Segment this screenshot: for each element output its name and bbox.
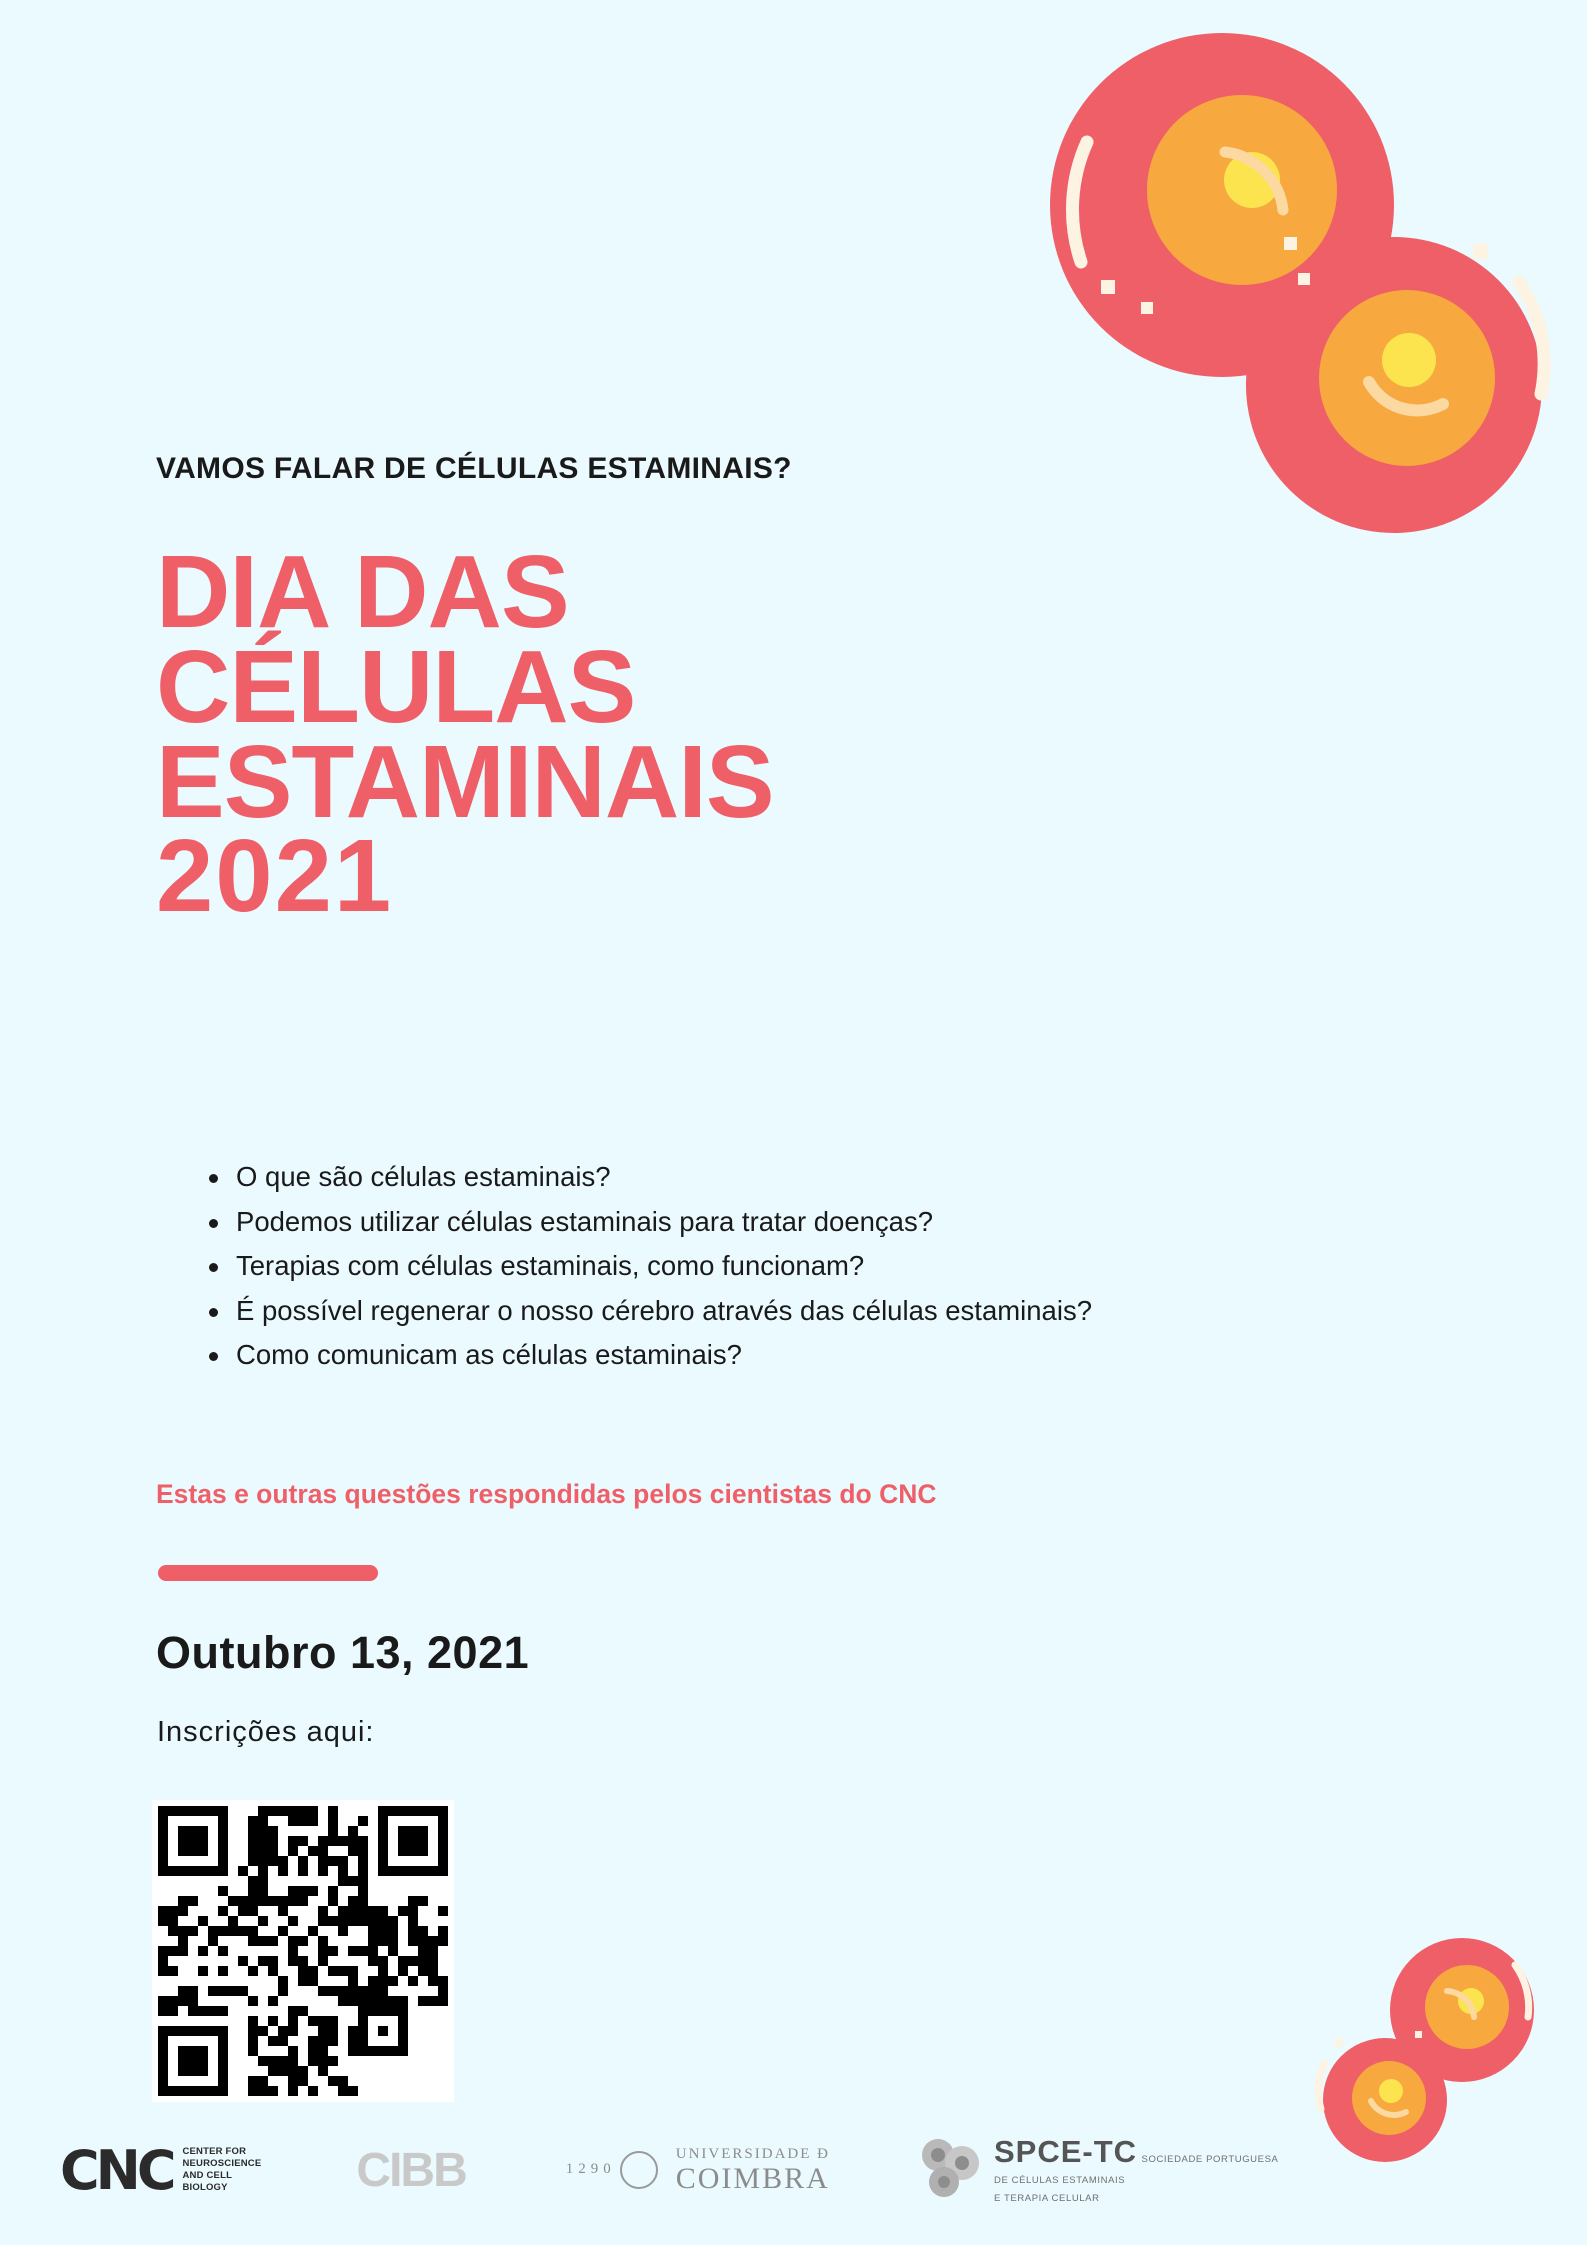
- qr-code[interactable]: [152, 1800, 454, 2102]
- list-item: Como comunicam as células estaminais?: [236, 1333, 1092, 1378]
- logo-cnc: [60, 2139, 261, 2202]
- logo-cibb: CIBB: [356, 2143, 466, 2197]
- list-item: O que são células estaminais?: [236, 1155, 1092, 1200]
- title-line-4: 2021: [156, 818, 394, 934]
- spce-name: SPCE-TC: [993, 2134, 1138, 2169]
- cnc-subtitle: [182, 2146, 261, 2194]
- uc-wordmark: [676, 2146, 830, 2194]
- stem-cell-illustration-top: [1037, 30, 1577, 590]
- logo-universidade-coimbra: [566, 2146, 830, 2194]
- list-item: Terapias com células estaminais, como funcionam?: [236, 1244, 1092, 1289]
- page-title: [156, 534, 1156, 934]
- spce-sub-line-2: DE CÉLULAS ESTAMINAIS: [993, 2175, 1126, 2186]
- title-line-3: ESTAMINAIS: [156, 723, 774, 839]
- highlight-text: Estas e outras questões respondidas pelos cientistas do CNC: [156, 1479, 937, 1509]
- uc-seal-icon: [620, 2151, 658, 2189]
- event-date: Outubro 13, 2021: [156, 1627, 530, 1678]
- question-list: [190, 1155, 1092, 1378]
- cnc-mark: CNC: [60, 2138, 173, 2202]
- uc-year: 1290: [565, 2161, 616, 2178]
- signup-label: Inscrições aqui:: [157, 1716, 375, 1748]
- spce-cells-icon: [916, 2137, 982, 2204]
- cnc-sub-line-4: BIOLOGY: [182, 2181, 228, 2193]
- title-line-2: CÉLULAS: [156, 628, 636, 744]
- spce-sub-line-3: E TERAPIA CELULAR: [993, 2193, 1100, 2204]
- spce-sub-line-1: SOCIEDADE PORTUGUESA: [1141, 2154, 1279, 2165]
- list-item: É possível regenerar o nosso cérebro através das células estaminais?: [236, 1289, 1092, 1334]
- logo-spce-tc: [916, 2134, 1278, 2206]
- cnc-sub-line-1: CENTER FOR: [182, 2146, 247, 2158]
- footer-logos: [0, 2115, 1587, 2225]
- kicker-text: VAMOS FALAR DE CÉLULAS ESTAMINAIS?: [156, 452, 792, 485]
- uc-bottom-line: COIMBRA: [675, 2161, 830, 2195]
- uc-top-line: UNIVERSIDADE Ð: [675, 2145, 830, 2162]
- cnc-sub-line-3: AND CELL: [182, 2170, 233, 2181]
- cnc-sub-line-2: NEUROSCIENCE: [182, 2158, 262, 2170]
- title-line-1: DIA DAS: [156, 534, 569, 649]
- spce-wordmark: [994, 2134, 1278, 2206]
- list-item: Podemos utilizar células estaminais para tratar doenças?: [236, 1200, 1092, 1245]
- divider: [158, 1565, 378, 1581]
